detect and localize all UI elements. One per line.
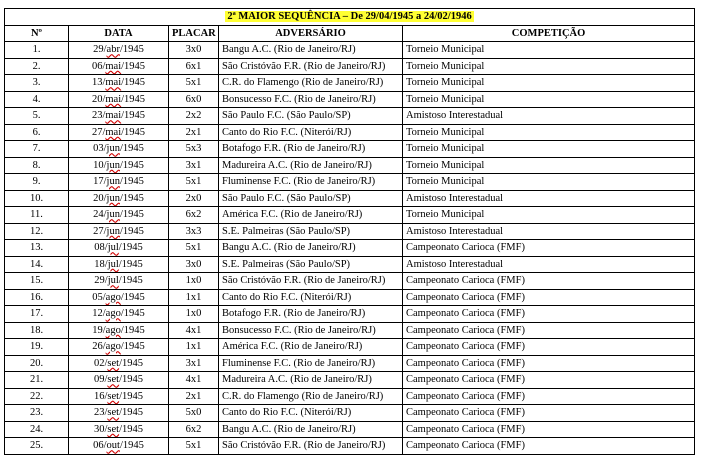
date-day: 26/ — [92, 341, 106, 353]
date-month: set — [107, 407, 120, 419]
date-day: 29/ — [93, 44, 107, 56]
row-date[interactable] — [69, 157, 169, 174]
date-month: ago — [105, 291, 121, 303]
date-day: 17/ — [93, 176, 107, 188]
row-opponent[interactable]: Bangu A.C. (Rio de Janeiro/RJ) — [219, 42, 403, 59]
date-month: jun — [106, 159, 120, 171]
date-day: 23/ — [91, 110, 106, 122]
row-number[interactable]: 5. — [5, 108, 69, 125]
row-competition[interactable]: Torneio Municipal — [403, 91, 695, 108]
table-row — [5, 322, 695, 339]
row-opponent[interactable]: Canto do Rio F.C. (Niterói/RJ) — [219, 289, 403, 306]
row-score[interactable]: 2x0 — [169, 190, 219, 207]
date-day: 08/ — [94, 242, 108, 254]
row-date[interactable] — [69, 240, 169, 257]
row-opponent[interactable]: S.E. Palmeiras (São Paulo/SP) — [219, 223, 403, 240]
date-month: mai — [105, 93, 122, 105]
row-competition[interactable]: Campeonato Carioca (FMF) — [403, 322, 695, 339]
row-competition[interactable]: Campeonato Carioca (FMF) — [403, 289, 695, 306]
date-month: jul — [107, 242, 119, 254]
row-opponent[interactable]: Botafogo F.R. (Rio de Janeiro/RJ) — [219, 306, 403, 323]
date-year: /1945 — [119, 374, 143, 386]
row-number[interactable]: 21. — [5, 372, 69, 389]
date-year: /1945 — [119, 440, 144, 452]
row-opponent[interactable]: Canto do Rio F.C. (Niterói/RJ) — [219, 124, 403, 141]
row-score[interactable]: 3x3 — [169, 223, 219, 240]
date-month: ago — [105, 308, 121, 320]
row-score[interactable]: 2x1 — [169, 124, 219, 141]
date-year: /1945 — [119, 407, 143, 419]
row-opponent[interactable]: C.R. do Flamengo (Rio de Janeiro/RJ) — [219, 388, 403, 405]
row-date[interactable] — [69, 190, 169, 207]
row-competition[interactable]: Torneio Municipal — [403, 58, 695, 75]
row-competition[interactable]: Torneio Municipal — [403, 75, 695, 92]
row-score[interactable]: 6x2 — [169, 421, 219, 438]
header-row — [5, 25, 695, 42]
row-competition[interactable]: Campeonato Carioca (FMF) — [403, 438, 695, 455]
date-year: /1945 — [119, 192, 144, 204]
date-day: 18/ — [94, 258, 108, 270]
row-date[interactable] — [69, 58, 169, 75]
date-year: /1945 — [118, 258, 143, 270]
table-row — [5, 421, 695, 438]
row-competition[interactable]: Torneio Municipal — [403, 174, 695, 191]
row-number[interactable]: 20. — [5, 355, 69, 372]
date-month: mai — [105, 60, 122, 72]
header-score[interactable]: PLACAR — [169, 25, 219, 42]
date-month: ago — [105, 341, 121, 353]
row-number[interactable]: 1. — [5, 42, 69, 59]
table-row — [5, 141, 695, 158]
row-score[interactable]: 3x0 — [169, 42, 219, 59]
row-number[interactable]: 18. — [5, 322, 69, 339]
row-number[interactable]: 8. — [5, 157, 69, 174]
date-month: out — [106, 440, 120, 452]
date-month: jun — [106, 209, 120, 221]
row-number[interactable]: 3. — [5, 75, 69, 92]
date-day: 13/ — [91, 77, 106, 89]
header-competition[interactable]: COMPETIÇÃO — [403, 25, 695, 42]
row-number[interactable]: 11. — [5, 207, 69, 224]
row-opponent[interactable]: S.E. Palmeiras (São Paulo/SP) — [219, 256, 403, 273]
date-day: 29/ — [94, 275, 108, 287]
table-row — [5, 190, 695, 207]
row-score[interactable]: 6x1 — [169, 58, 219, 75]
row-opponent[interactable]: Bonsucesso F.C. (Rio de Janeiro/RJ) — [219, 91, 403, 108]
table-row — [5, 223, 695, 240]
date-month: jul — [107, 275, 119, 287]
row-score[interactable]: 5x1 — [169, 75, 219, 92]
row-score[interactable]: 3x0 — [169, 256, 219, 273]
row-score[interactable]: 5x1 — [169, 240, 219, 257]
row-opponent[interactable]: Madureira A.C. (Rio de Janeiro/RJ) — [219, 157, 403, 174]
row-opponent[interactable]: Fluminense F.C. (Rio de Janeiro/RJ) — [219, 174, 403, 191]
table-row — [5, 339, 695, 356]
row-date[interactable] — [69, 108, 169, 125]
date-year: /1945 — [118, 275, 143, 287]
table-row — [5, 256, 695, 273]
row-score[interactable]: 2x1 — [169, 388, 219, 405]
row-score[interactable]: 4x1 — [169, 372, 219, 389]
row-number[interactable]: 7. — [5, 141, 69, 158]
date-day: 06/ — [91, 60, 106, 72]
row-number[interactable]: 16. — [5, 289, 69, 306]
date-day: 20/ — [93, 192, 107, 204]
row-competition[interactable]: Amistoso Interestadual — [403, 223, 695, 240]
row-score[interactable]: 3x1 — [169, 157, 219, 174]
date-year: /1945 — [119, 176, 144, 188]
date-month: ago — [105, 324, 121, 336]
row-opponent[interactable]: São Cristóvão F.R. (Rio de Janeiro/RJ) — [219, 438, 403, 455]
table-row — [5, 405, 695, 422]
row-number[interactable]: 9. — [5, 174, 69, 191]
title-cell[interactable] — [5, 9, 695, 26]
row-score[interactable]: 5x1 — [169, 174, 219, 191]
date-year: /1945 — [119, 390, 143, 402]
header-date[interactable]: DATA — [69, 25, 169, 42]
spreadsheet — [4, 8, 694, 455]
row-score[interactable]: 5x3 — [169, 141, 219, 158]
row-date[interactable] — [69, 405, 169, 422]
row-date[interactable] — [69, 273, 169, 290]
row-number[interactable]: 14. — [5, 256, 69, 273]
table-row — [5, 438, 695, 455]
date-month: set — [107, 390, 120, 402]
date-year: /1945 — [121, 93, 146, 105]
row-competition[interactable]: Campeonato Carioca (FMF) — [403, 421, 695, 438]
row-competition[interactable]: Amistoso Interestadual — [403, 256, 695, 273]
table-row — [5, 207, 695, 224]
row-date[interactable] — [69, 141, 169, 158]
date-year: /1945 — [120, 341, 145, 353]
table-body — [5, 42, 695, 455]
row-score[interactable]: 4x1 — [169, 322, 219, 339]
row-competition[interactable]: Campeonato Carioca (FMF) — [403, 306, 695, 323]
date-day: 03/ — [93, 143, 107, 155]
date-month: set — [107, 374, 120, 386]
table-row — [5, 388, 695, 405]
row-number[interactable]: 12. — [5, 223, 69, 240]
row-date[interactable] — [69, 256, 169, 273]
row-opponent[interactable]: Botafogo F.R. (Rio de Janeiro/RJ) — [219, 141, 403, 158]
row-number[interactable]: 25. — [5, 438, 69, 455]
date-month: set — [107, 357, 120, 369]
row-score[interactable]: 2x2 — [169, 108, 219, 125]
row-date[interactable] — [69, 174, 169, 191]
results-table — [4, 8, 695, 455]
row-opponent[interactable]: Canto do Rio F.C. (Niterói/RJ) — [219, 405, 403, 422]
date-day: 23/ — [93, 407, 108, 419]
row-competition[interactable]: Torneio Municipal — [403, 207, 695, 224]
date-month: abr — [106, 44, 120, 56]
row-number[interactable]: 15. — [5, 273, 69, 290]
date-month: mai — [105, 126, 122, 138]
row-date[interactable] — [69, 355, 169, 372]
row-opponent[interactable]: São Paulo F.C. (São Paulo/SP) — [219, 190, 403, 207]
date-year: /1945 — [119, 209, 144, 221]
row-date[interactable] — [69, 339, 169, 356]
table-row — [5, 157, 695, 174]
table-row — [5, 75, 695, 92]
row-competition[interactable]: Campeonato Carioca (FMF) — [403, 372, 695, 389]
row-opponent[interactable]: São Paulo F.C. (São Paulo/SP) — [219, 108, 403, 125]
header-number[interactable]: Nº — [5, 25, 69, 42]
row-opponent[interactable]: Madureira A.C. (Rio de Janeiro/RJ) — [219, 372, 403, 389]
date-month: jun — [106, 143, 120, 155]
date-month: jun — [106, 225, 120, 237]
row-score[interactable]: 6x2 — [169, 207, 219, 224]
sequence-title: 2ª MAIOR SEQUÊNCIA – De 29/04/1945 a 24/02/1946 — [227, 11, 472, 23]
row-date[interactable] — [69, 306, 169, 323]
row-date[interactable] — [69, 421, 169, 438]
table-row — [5, 355, 695, 372]
date-month: jul — [107, 258, 119, 270]
row-score[interactable]: 1x1 — [169, 289, 219, 306]
date-month: jun — [106, 192, 120, 204]
date-month: mai — [105, 110, 122, 122]
date-year: /1945 — [119, 357, 143, 369]
row-opponent[interactable]: São Cristóvão F.R. (Rio de Janeiro/RJ) — [219, 58, 403, 75]
row-number[interactable]: 23. — [5, 405, 69, 422]
row-date[interactable] — [69, 124, 169, 141]
date-year: /1945 — [121, 77, 146, 89]
title-row — [5, 9, 695, 26]
row-number[interactable]: 6. — [5, 124, 69, 141]
date-year: /1945 — [120, 291, 145, 303]
row-number[interactable]: 24. — [5, 421, 69, 438]
row-score[interactable]: 3x1 — [169, 355, 219, 372]
row-competition[interactable]: Amistoso Interestadual — [403, 108, 695, 125]
date-year: /1945 — [120, 308, 145, 320]
date-year: /1945 — [121, 60, 146, 72]
date-month: mai — [105, 77, 122, 89]
row-competition[interactable]: Campeonato Carioca (FMF) — [403, 339, 695, 356]
date-day: 19/ — [92, 324, 106, 336]
row-score[interactable]: 1x0 — [169, 306, 219, 323]
date-day: 16/ — [93, 390, 108, 402]
row-date[interactable] — [69, 372, 169, 389]
table-row — [5, 91, 695, 108]
row-opponent[interactable]: América F.C. (Rio de Janeiro/RJ) — [219, 339, 403, 356]
table-row — [5, 372, 695, 389]
row-score[interactable]: 5x1 — [169, 438, 219, 455]
date-day: 27/ — [91, 126, 106, 138]
date-day: 30/ — [93, 423, 108, 435]
table-row — [5, 174, 695, 191]
row-opponent[interactable]: Fluminense F.C. (Rio de Janeiro/RJ) — [219, 355, 403, 372]
date-day: 05/ — [92, 291, 106, 303]
row-date[interactable] — [69, 91, 169, 108]
date-day: 24/ — [93, 209, 107, 221]
row-score[interactable]: 1x1 — [169, 339, 219, 356]
date-year: /1945 — [119, 159, 144, 171]
row-competition[interactable]: Campeonato Carioca (FMF) — [403, 388, 695, 405]
date-year: /1945 — [119, 225, 144, 237]
table-row — [5, 108, 695, 125]
row-competition[interactable]: Campeonato Carioca (FMF) — [403, 273, 695, 290]
row-score[interactable]: 6x0 — [169, 91, 219, 108]
row-number[interactable]: 19. — [5, 339, 69, 356]
date-day: 06/ — [93, 440, 107, 452]
table-row — [5, 42, 695, 59]
row-date[interactable] — [69, 223, 169, 240]
date-day: 12/ — [92, 308, 106, 320]
row-number[interactable]: 13. — [5, 240, 69, 257]
date-day: 10/ — [93, 159, 107, 171]
table-row — [5, 289, 695, 306]
date-year: /1945 — [118, 242, 143, 254]
date-year: /1945 — [119, 44, 144, 56]
row-competition[interactable]: Torneio Municipal — [403, 42, 695, 59]
date-day: 20/ — [91, 93, 106, 105]
row-opponent[interactable]: Bangu A.C. (Rio de Janeiro/RJ) — [219, 421, 403, 438]
row-date[interactable] — [69, 42, 169, 59]
header-opponent[interactable]: ADVERSÁRIO — [219, 25, 403, 42]
date-month: jun — [106, 176, 120, 188]
row-opponent[interactable]: Bonsucesso F.C. (Rio de Janeiro/RJ) — [219, 322, 403, 339]
row-date[interactable] — [69, 322, 169, 339]
row-date[interactable] — [69, 75, 169, 92]
row-competition[interactable]: Campeonato Carioca (FMF) — [403, 405, 695, 422]
row-number[interactable]: 2. — [5, 58, 69, 75]
date-day: 27/ — [93, 225, 107, 237]
row-number[interactable]: 10. — [5, 190, 69, 207]
table-row — [5, 124, 695, 141]
date-month: set — [107, 423, 120, 435]
row-competition[interactable]: Torneio Municipal — [403, 157, 695, 174]
row-date[interactable] — [69, 388, 169, 405]
row-competition[interactable]: Amistoso Interestadual — [403, 190, 695, 207]
row-opponent[interactable]: São Cristóvão F.R. (Rio de Janeiro/RJ) — [219, 273, 403, 290]
row-opponent[interactable]: C.R. do Flamengo (Rio de Janeiro/RJ) — [219, 75, 403, 92]
row-date[interactable] — [69, 207, 169, 224]
table-row — [5, 306, 695, 323]
row-opponent[interactable]: Bangu A.C. (Rio de Janeiro/RJ) — [219, 240, 403, 257]
date-year: /1945 — [120, 324, 145, 336]
row-number[interactable]: 22. — [5, 388, 69, 405]
row-number[interactable]: 17. — [5, 306, 69, 323]
row-date[interactable] — [69, 289, 169, 306]
row-date[interactable] — [69, 438, 169, 455]
date-year: /1945 — [119, 143, 144, 155]
table-row — [5, 273, 695, 290]
date-day: 02/ — [93, 357, 108, 369]
row-competition[interactable]: Torneio Municipal — [403, 124, 695, 141]
date-day: 09/ — [93, 374, 108, 386]
row-competition[interactable]: Campeonato Carioca (FMF) — [403, 240, 695, 257]
table-row — [5, 240, 695, 257]
row-number[interactable]: 4. — [5, 91, 69, 108]
date-year: /1945 — [121, 126, 146, 138]
row-score[interactable]: 5x0 — [169, 405, 219, 422]
row-opponent[interactable]: América F.C. (Rio de Janeiro/RJ) — [219, 207, 403, 224]
date-year: /1945 — [119, 423, 143, 435]
row-competition[interactable]: Campeonato Carioca (FMF) — [403, 355, 695, 372]
table-row — [5, 58, 695, 75]
row-competition[interactable]: Torneio Municipal — [403, 141, 695, 158]
row-score[interactable]: 1x0 — [169, 273, 219, 290]
date-year: /1945 — [121, 110, 146, 122]
